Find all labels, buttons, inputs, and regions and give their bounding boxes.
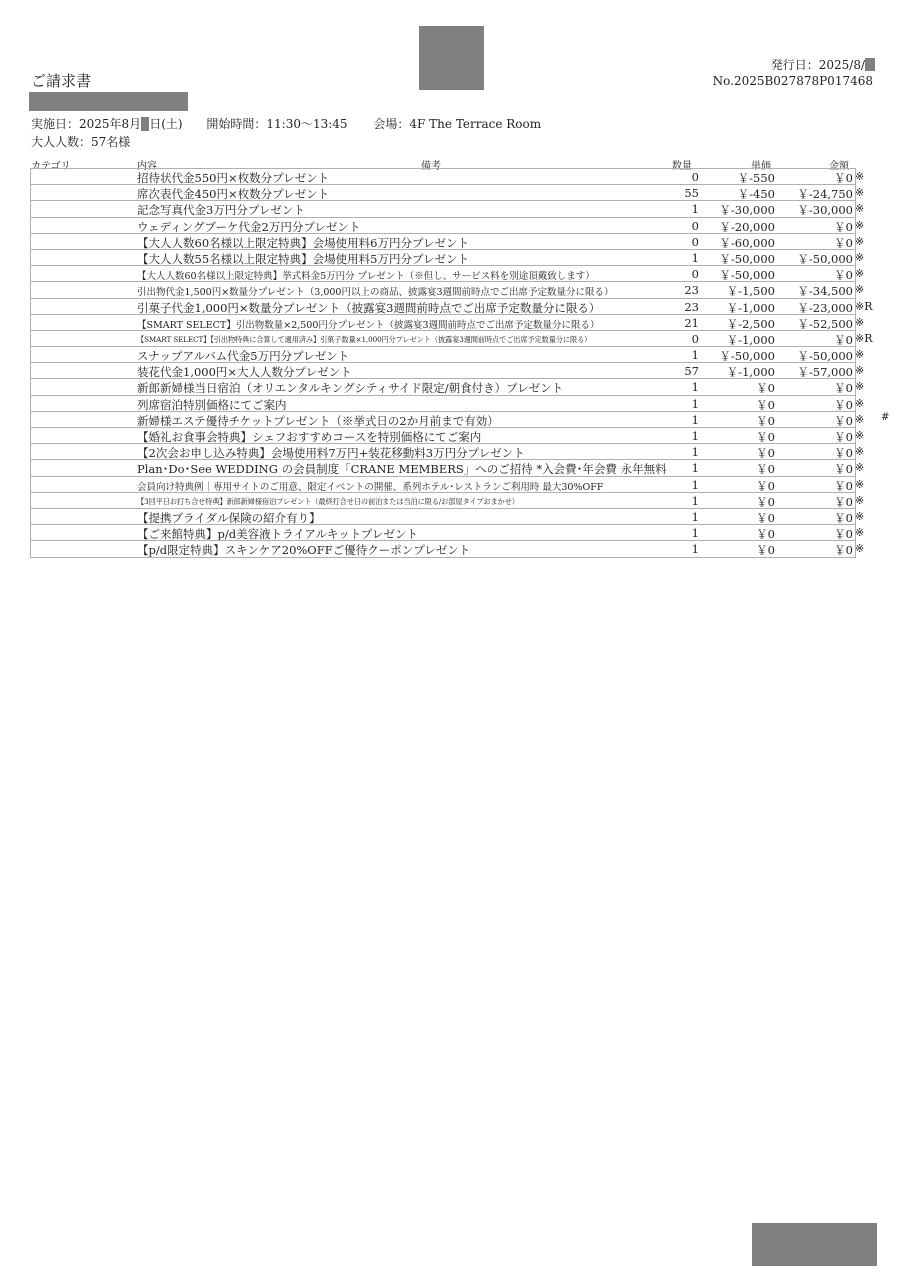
row-unit-price: ￥-2,500 (726, 316, 775, 331)
adult-count: 大人人数：57名様 (31, 135, 131, 149)
row-unit-price: ￥0 (756, 430, 775, 444)
row-quantity: 1 (691, 445, 699, 460)
row-unit-price: ￥0 (756, 478, 775, 493)
row-content: 新婦様エステ優待チケットプレゼント（※挙式日の2か月前まで有効） (137, 413, 499, 428)
row-amount: ￥-50,000 (797, 251, 853, 266)
row-unit-price: ￥-450 (737, 187, 775, 202)
row-content: スナップアルバム代金5万円分プレゼント (137, 349, 350, 364)
row-quantity: 0 (691, 170, 699, 184)
table-row (30, 330, 873, 347)
row-content: 新郎新婦様当日宿泊（オリエンタルキングシティサイド限定/朝食付き）プレゼント (137, 381, 564, 396)
row-quantity: 1 (691, 429, 699, 443)
row-amount: ￥0 (834, 510, 853, 525)
row-content: 引菓子代金1,000円×数量分プレゼント（披露宴3週間前時点でご出席予定数量分に限る） (137, 300, 601, 315)
row-unit-price: ￥-1,000 (726, 300, 775, 315)
issue-date-text: 発行日：2025/8/ (770, 58, 865, 72)
row-mark: ※ (855, 283, 865, 297)
row-unit-price: ￥-1,000 (726, 365, 775, 380)
row-amount: ￥0 (834, 462, 853, 477)
row-hash-mark: # (881, 411, 890, 423)
row-unit-price: ￥0 (756, 413, 775, 428)
row-mark: ※ (855, 412, 865, 426)
row-mark: ※ (855, 542, 865, 556)
row-amount: ￥0 (834, 430, 853, 444)
row-unit-price: ￥0 (756, 510, 775, 525)
table-row (30, 508, 865, 525)
row-quantity: 55 (684, 186, 699, 201)
row-amount: ￥0 (834, 381, 853, 396)
table-row (30, 362, 865, 380)
row-quantity: 0 (691, 234, 699, 249)
table-row (30, 184, 865, 202)
row-mark: ※ (855, 445, 865, 459)
event-start-time: 開始時間：11:30～13:45 (206, 117, 348, 131)
document-number: No.2025B027878P017468 (712, 74, 873, 88)
table-row (30, 427, 865, 444)
redacted-stamp (752, 1223, 877, 1266)
row-amount: ￥0 (834, 235, 853, 250)
row-amount: ￥-34,500 (797, 284, 853, 299)
row-mark: ※ (855, 170, 865, 183)
row-content: Plan･Do･See WEDDING の会員制度「CRANE MEMBERS」へのご招待 *入会費･年会費 永年無料 (137, 462, 667, 477)
row-amount: ￥-57,000 (797, 365, 853, 380)
row-unit-price: ￥0 (756, 494, 775, 509)
row-content: 【大人人数60名様以上限定特典】挙式料金5万円分 プレゼント（※但し、サービス料を別途頂戴致します） (137, 271, 595, 283)
row-quantity: 0 (691, 331, 699, 346)
row-unit-price: ￥-50,000 (719, 268, 775, 283)
row-content: 【SMART SELECT】【引出物特典に合算して適用済み】引菓子数量×1,000円分プレゼント（披露宴3週間前時点でご出席予定数量分に限る） (137, 334, 592, 344)
event-venue: 会場：4F The Terrace Room (373, 117, 542, 131)
row-content: 【大人人数60名様以上限定特典】会場使用料6万円分プレゼント (137, 235, 469, 250)
table-row (30, 524, 865, 542)
row-amount: ￥0 (834, 397, 853, 412)
row-quantity: 23 (684, 299, 699, 314)
table-row (30, 314, 865, 331)
row-quantity: 1 (691, 380, 699, 395)
row-mark: ※ (855, 348, 865, 362)
table-row (30, 346, 865, 364)
table-row (30, 217, 865, 234)
row-amount: ￥-52,500 (797, 316, 853, 331)
row-amount: ￥-50,000 (797, 349, 853, 364)
row-content: 【ご来館特典】p/d美容液トライアルキットプレゼント (137, 527, 418, 542)
row-content: 【2次会お申し込み特典】会場使用料7万円+装花移動料3万円分プレゼント (137, 446, 525, 461)
column-header-content: 内容 (137, 161, 157, 172)
row-amount: ￥0 (834, 171, 853, 185)
table-row (30, 476, 865, 493)
row-content: 【SMART SELECT】引出物数量×2,500円分プレゼント（披露宴3週間前時点でご出席予定数量分に限る） (137, 319, 600, 331)
row-amount: ￥0 (834, 413, 853, 428)
row-mark: ※ (855, 186, 865, 200)
row-unit-price: ￥-60,000 (719, 235, 775, 250)
row-content: 招待状代金550円×枚数分プレゼント (137, 171, 330, 185)
row-quantity: 1 (691, 526, 699, 541)
row-unit-price: ￥0 (756, 462, 775, 477)
column-header-note: 備考 (421, 161, 441, 172)
document-title: ご請求書 (31, 72, 92, 90)
table-row (30, 395, 865, 412)
row-amount: ￥0 (834, 494, 853, 509)
table-row (30, 249, 865, 266)
row-amount: ￥0 (834, 332, 853, 347)
table-row (30, 233, 865, 250)
row-mark: ※ (855, 396, 865, 410)
row-mark: ※ (855, 493, 865, 507)
row-content: ウェディングブーケ代金2万円分プレゼント (137, 219, 361, 234)
table-row (30, 443, 865, 461)
row-amount: ￥0 (834, 219, 853, 234)
row-unit-price: ￥-20,000 (719, 219, 775, 234)
row-amount: ￥0 (834, 446, 853, 461)
row-mark: ※R (855, 299, 873, 313)
table-row (30, 281, 865, 299)
row-quantity: 1 (691, 461, 699, 476)
column-header-category: カテゴリ (31, 161, 71, 172)
row-quantity: 1 (691, 509, 699, 524)
table-row (30, 459, 865, 477)
row-quantity: 0 (691, 267, 699, 282)
row-unit-price: ￥-550 (737, 171, 775, 185)
row-quantity: 1 (691, 202, 699, 217)
event-info-line (31, 115, 541, 132)
row-mark: ※ (855, 267, 865, 281)
column-header-unit-price: 単価 (751, 161, 771, 172)
row-unit-price: ￥-30,000 (719, 203, 775, 218)
row-content: 【婚礼お食事会特典】シェフおすすめコースを特別価格にてご案内 (137, 430, 482, 444)
row-quantity: 1 (691, 348, 699, 363)
row-mark: ※ (855, 461, 865, 475)
column-header-amount: 金額 (829, 161, 849, 172)
row-mark: ※ (855, 234, 865, 248)
row-amount: ￥0 (834, 478, 853, 493)
row-mark: ※ (855, 429, 865, 442)
row-amount: ￥-30,000 (797, 203, 853, 218)
row-unit-price: ￥-1,500 (726, 284, 775, 299)
table-row (30, 200, 865, 218)
row-mark: ※R (855, 331, 873, 345)
row-content: 記念写真代金3万円分プレゼント (137, 203, 305, 218)
table-row (30, 540, 865, 558)
table-row (30, 378, 865, 396)
event-date-suffix: 日(土) (149, 117, 183, 131)
row-mark: ※ (855, 250, 865, 264)
invoice-table (30, 168, 890, 558)
row-content: 列席宿泊特別価格にてご案内 (137, 397, 287, 412)
row-quantity: 1 (691, 250, 699, 265)
row-amount: ￥0 (834, 527, 853, 542)
row-mark: ※ (855, 364, 865, 378)
row-mark: ※ (855, 509, 865, 523)
row-quantity: 0 (691, 218, 699, 233)
row-amount: ￥0 (834, 543, 853, 558)
row-unit-price: ￥-1,000 (726, 332, 775, 347)
row-amount: ￥0 (834, 268, 853, 283)
redacted-recipient (29, 92, 188, 111)
row-quantity: 1 (691, 396, 699, 411)
row-quantity: 21 (684, 315, 699, 330)
row-unit-price: ￥0 (756, 527, 775, 542)
row-mark: ※ (855, 202, 865, 216)
table-row (30, 265, 865, 283)
redacted-event-day (141, 117, 149, 131)
row-amount: ￥-23,000 (797, 300, 853, 315)
column-header-qty: 数量 (672, 161, 692, 172)
row-content: 【p/d限定特典】スキンケア20%OFFご優待クーポンプレゼント (137, 543, 471, 558)
row-quantity: 1 (691, 477, 699, 492)
row-content: 【大人人数55名様以上限定特典】会場使用料5万円分プレゼント (137, 251, 469, 266)
table-row (30, 492, 865, 509)
row-unit-price: ￥0 (756, 446, 775, 461)
row-mark: ※ (855, 380, 865, 394)
row-unit-price: ￥0 (756, 543, 775, 558)
row-unit-price: ￥0 (756, 381, 775, 396)
event-date: 実施日：2025年8月 (31, 117, 142, 131)
row-mark: ※ (855, 218, 865, 232)
row-content: 装花代金1,000円×大人人数分プレゼント (137, 365, 352, 380)
row-unit-price: ￥-50,000 (719, 251, 775, 266)
redacted-logo (419, 26, 484, 90)
row-mark: ※ (855, 315, 865, 329)
row-quantity: 23 (684, 283, 699, 298)
row-quantity: 1 (691, 412, 699, 427)
row-mark: ※ (855, 477, 865, 491)
row-content: 席次表代金450円×枚数分プレゼント (137, 187, 330, 202)
row-unit-price: ￥-50,000 (719, 349, 775, 364)
issue-date (771, 56, 875, 73)
row-quantity: 1 (691, 542, 699, 557)
row-content: 【3回平日お打ち合せ特典】新郎新婦様宿泊プレゼント（最終打合せ日の前泊または当泊に限る/お部屋タイプおまかせ） (137, 496, 519, 506)
row-content: 会員向け特典例｜専用サイトのご用意、限定イベントの開催、系列ホテル･レストランご利用時 最大30%OFF (137, 481, 604, 493)
row-quantity: 57 (684, 364, 699, 379)
redacted-issue-day (865, 58, 875, 71)
row-unit-price: ￥0 (756, 397, 775, 412)
table-row (30, 411, 890, 428)
row-mark: ※ (855, 526, 865, 540)
table-row (30, 298, 873, 315)
row-amount: ￥-24,750 (797, 187, 853, 202)
table-row (30, 168, 865, 185)
row-quantity: 1 (691, 493, 699, 508)
row-content: 【提携ブライダル保険の紹介有り】 (137, 510, 321, 525)
row-content: 引出物代金1,500円×数量分プレゼント（3,000円以上の商品、披露宴3週間前時点でご出席予定数量分に限る） (137, 287, 614, 299)
